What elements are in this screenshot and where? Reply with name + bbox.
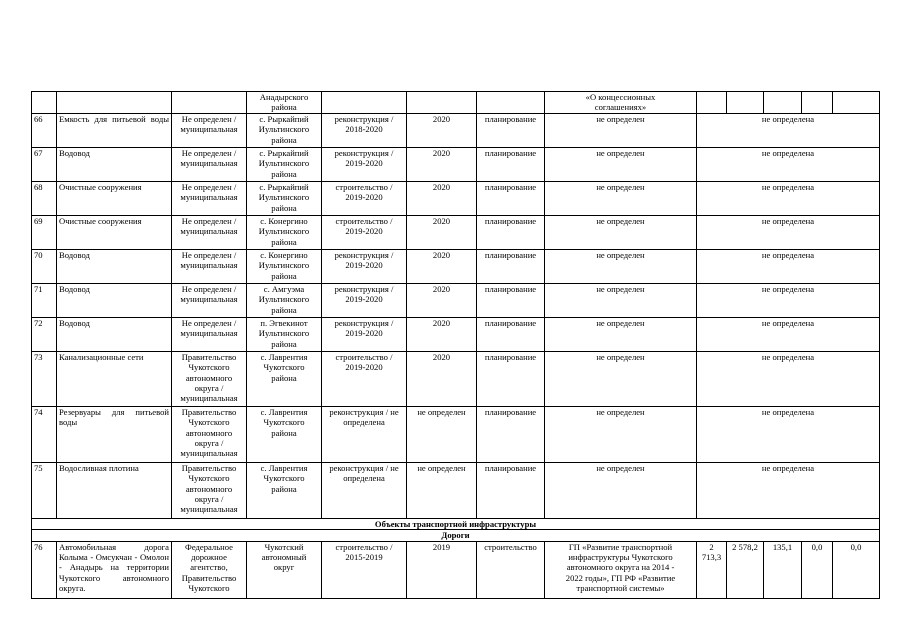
cell-stage: планирование	[477, 317, 545, 351]
cell-v4: 0,0	[802, 541, 833, 598]
cell-name	[57, 92, 172, 114]
cell-work: реконструкция / 2019-2020	[322, 317, 407, 351]
objects-table	[31, 91, 880, 599]
cell-location: Чукотский автономный округ	[247, 541, 322, 598]
cell-location: с. Рыркайпий Иультинского района	[247, 181, 322, 215]
cell-stage: строительство	[477, 541, 545, 598]
cell-location: с. Амгуэма Иультинского района	[247, 283, 322, 317]
cell-v1	[697, 92, 727, 114]
cell-owner: Не определен / муниципальная	[172, 113, 247, 147]
cell-owner: Не определен / муниципальная	[172, 249, 247, 283]
cell-year: 2020	[407, 283, 477, 317]
cell-year: 2020	[407, 249, 477, 283]
cell-num: 73	[32, 351, 57, 406]
cell-year: 2020	[407, 181, 477, 215]
cell-location: п. Эгвекинот Иультинского района	[247, 317, 322, 351]
cell-year: 2019	[407, 541, 477, 598]
table-row	[32, 92, 880, 114]
cell-year: не определен	[407, 406, 477, 462]
cell-owner: Правительство Чукотского автономного округа / муниципальная	[172, 406, 247, 462]
cell-owner: Не определен / муниципальная	[172, 283, 247, 317]
cell-name: Водосливная плотина	[57, 462, 172, 518]
cell-num: 66	[32, 113, 57, 147]
cell-basis: не определен	[545, 249, 697, 283]
cell-owner: Не определен / муниципальная	[172, 181, 247, 215]
cell-location: с. Лаврентия Чукотского района	[247, 406, 322, 462]
cell-location: с. Конергино Иультинского района	[247, 249, 322, 283]
cell-num: 69	[32, 215, 57, 249]
cell-owner: Не определен / муниципальная	[172, 147, 247, 181]
cell-name: Водовод	[57, 283, 172, 317]
cell-work: реконструкция / не определена	[322, 462, 407, 518]
cell-work: строительство / 2019-2020	[322, 215, 407, 249]
cell-num	[32, 92, 57, 114]
cell-num: 74	[32, 406, 57, 462]
table-row	[32, 113, 880, 147]
cell-name: Емкость для питьевой воды	[57, 113, 172, 147]
cell-name: Резервуары для питьевой воды	[57, 406, 172, 462]
cell-stage: планирование	[477, 215, 545, 249]
table-row	[32, 317, 880, 351]
cell-finance: не определена	[697, 147, 880, 181]
cell-v3: 135,1	[764, 541, 802, 598]
cell-work: реконструкция / 2019-2020	[322, 283, 407, 317]
cell-name: Очистные сооружения	[57, 181, 172, 215]
cell-v1: 2 713,3	[697, 541, 727, 598]
cell-num: 67	[32, 147, 57, 181]
table-row	[32, 283, 880, 317]
cell-work: реконструкция / не определена	[322, 406, 407, 462]
table-row	[32, 462, 880, 518]
cell-basis: не определен	[545, 351, 697, 406]
cell-num: 72	[32, 317, 57, 351]
cell-v2	[727, 92, 764, 114]
cell-v5: 0,0	[833, 541, 880, 598]
cell-v5	[833, 92, 880, 114]
cell-stage: планирование	[477, 351, 545, 406]
cell-name: Водовод	[57, 317, 172, 351]
cell-work: реконструкция / 2019-2020	[322, 147, 407, 181]
cell-name: Канализационные сети	[57, 351, 172, 406]
cell-finance: не определена	[697, 181, 880, 215]
cell-finance: не определена	[697, 406, 880, 462]
cell-basis: не определен	[545, 406, 697, 462]
cell-location: с. Рыркайпий Иультинского района	[247, 147, 322, 181]
table-row	[32, 147, 880, 181]
cell-finance: не определена	[697, 113, 880, 147]
cell-basis: «О концессионных соглашениях»	[545, 92, 697, 114]
cell-basis: не определен	[545, 181, 697, 215]
cell-num: 68	[32, 181, 57, 215]
cell-year: 2020	[407, 351, 477, 406]
section-title: Объекты транспортной инфраструктуры	[32, 518, 880, 529]
cell-work: строительство / 2019-2020	[322, 181, 407, 215]
cell-finance: не определена	[697, 351, 880, 406]
cell-owner: Правительство Чукотского автономного округа / муниципальная	[172, 351, 247, 406]
cell-owner: Федеральное дорожное агентство, Правительство Чукотского	[172, 541, 247, 598]
cell-num: 76	[32, 541, 57, 598]
cell-year: не определен	[407, 462, 477, 518]
cell-stage: планирование	[477, 113, 545, 147]
cell-year: 2020	[407, 215, 477, 249]
cell-work	[322, 92, 407, 114]
cell-name: Водовод	[57, 147, 172, 181]
cell-owner	[172, 92, 247, 114]
cell-stage: планирование	[477, 181, 545, 215]
cell-basis: не определен	[545, 283, 697, 317]
cell-location: с. Конергино Иультинского района	[247, 215, 322, 249]
cell-basis: не определен	[545, 147, 697, 181]
table-row	[32, 541, 880, 598]
cell-name: Автомобильная дорога Колыма - Омсукчан - Омолон - Анадырь на территории Чукотского автономного округа.	[57, 541, 172, 598]
cell-name: Очистные сооружения	[57, 215, 172, 249]
cell-num: 70	[32, 249, 57, 283]
cell-basis: не определен	[545, 215, 697, 249]
subsection-header-row	[32, 530, 880, 541]
cell-stage	[477, 92, 545, 114]
cell-work: строительство / 2019-2020	[322, 351, 407, 406]
cell-year: 2020	[407, 147, 477, 181]
section-header-row	[32, 518, 880, 529]
cell-location: с. Лаврентия Чукотского района	[247, 462, 322, 518]
cell-finance: не определена	[697, 317, 880, 351]
cell-num: 71	[32, 283, 57, 317]
cell-stage: планирование	[477, 249, 545, 283]
cell-location: с. Рыркайпий Иультинского района	[247, 113, 322, 147]
cell-finance: не определена	[697, 462, 880, 518]
table-row	[32, 406, 880, 462]
cell-finance: не определена	[697, 283, 880, 317]
cell-name: Водовод	[57, 249, 172, 283]
table-row	[32, 215, 880, 249]
subsection-title: Дороги	[32, 530, 880, 541]
cell-stage: планирование	[477, 462, 545, 518]
cell-owner: Правительство Чукотского автономного округа / муниципальная	[172, 462, 247, 518]
cell-location: Анадырского района	[247, 92, 322, 114]
cell-basis: ГП «Развитие транспортной инфраструктуры Чукотского автономного округа на 2014 - 2022 годы», ГП РФ «Развитие транспортной системы»	[545, 541, 697, 598]
table-row	[32, 181, 880, 215]
cell-work: строительство / 2015-2019	[322, 541, 407, 598]
cell-year: 2020	[407, 317, 477, 351]
cell-num: 75	[32, 462, 57, 518]
cell-finance: не определена	[697, 249, 880, 283]
cell-v3	[764, 92, 802, 114]
cell-work: реконструкция / 2019-2020	[322, 249, 407, 283]
cell-finance: не определена	[697, 215, 880, 249]
cell-basis: не определен	[545, 462, 697, 518]
cell-stage: планирование	[477, 147, 545, 181]
cell-basis: не определен	[545, 113, 697, 147]
cell-owner: Не определен / муниципальная	[172, 317, 247, 351]
cell-owner: Не определен / муниципальная	[172, 215, 247, 249]
cell-year	[407, 92, 477, 114]
table-row	[32, 249, 880, 283]
cell-v4	[802, 92, 833, 114]
cell-stage: планирование	[477, 406, 545, 462]
cell-stage: планирование	[477, 283, 545, 317]
cell-work: реконструкция / 2018-2020	[322, 113, 407, 147]
table-row	[32, 351, 880, 406]
cell-location: с. Лаврентия Чукотского района	[247, 351, 322, 406]
cell-basis: не определен	[545, 317, 697, 351]
cell-v2: 2 578,2	[727, 541, 764, 598]
cell-year: 2020	[407, 113, 477, 147]
